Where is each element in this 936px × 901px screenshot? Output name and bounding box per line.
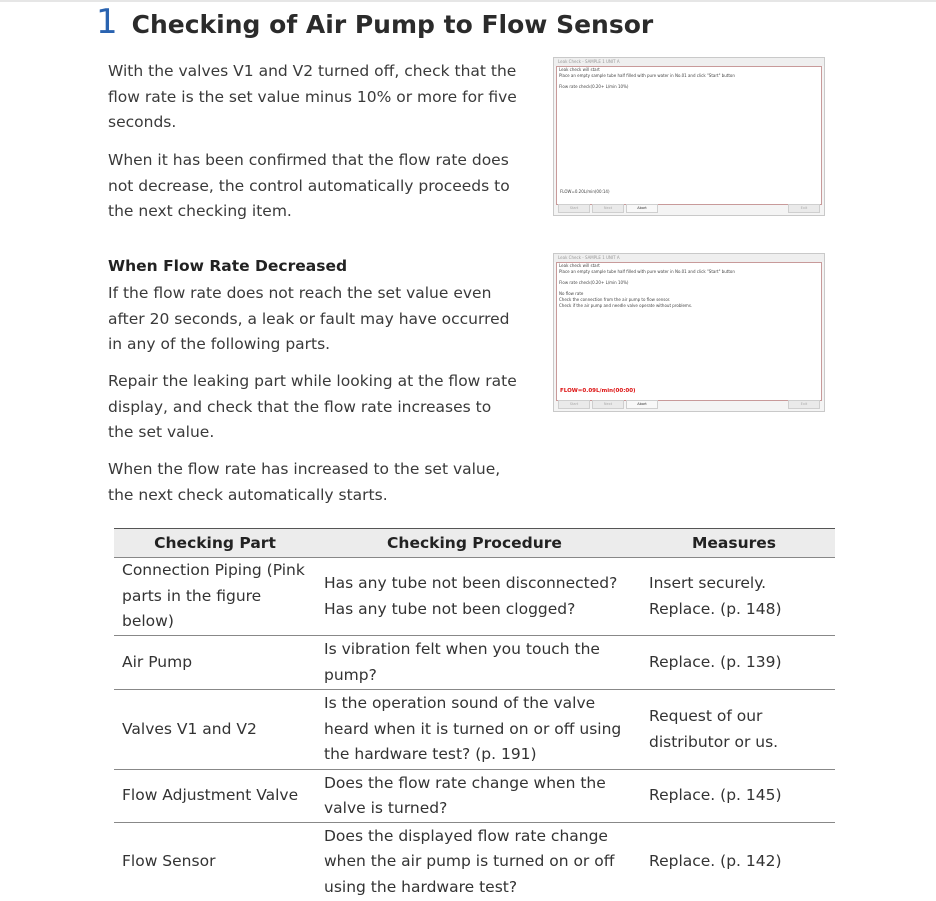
next-button[interactable]: Next <box>592 400 624 409</box>
leak-check-screenshot-1 <box>553 57 825 216</box>
flow-readout: FLOW=0.20L/min(00:14) <box>560 189 610 194</box>
message-line: Check if the air pump and needle valve operate without problems. <box>559 303 693 308</box>
table-header-row <box>114 529 835 558</box>
section-title: Checking of Air Pump to Flow Sensor <box>131 10 654 39</box>
cell-procedure: Has any tube not been disconnected? Has any tube not been clogged? <box>316 558 633 636</box>
abort-button[interactable]: Abort <box>626 400 658 409</box>
paragraph-3: If the flow rate does not reach the set value even after 20 seconds, a leak or fault may have occurred in any of the following parts. <box>108 284 510 353</box>
leak-check-screenshot-2 <box>553 253 825 412</box>
section-heading <box>96 2 653 42</box>
table-row <box>114 636 835 690</box>
paragraph-5: When the flow rate has increased to the set value, the next check automatically starts. <box>108 460 501 504</box>
paragraph-2: When it has been confirmed that the flow rate does not decrease, the control automatically proceeds to the next checking item. <box>108 151 510 220</box>
cell-measures: Insert securely. Replace. (p. 148) <box>633 558 835 636</box>
cell-measures: Replace. (p. 142) <box>649 852 782 870</box>
cell-procedure: Is vibration felt when you touch the pump? <box>316 636 633 690</box>
message-line: Flow rate check(0.20+ L/min 10%) <box>559 280 629 285</box>
subheading: When Flow Rate Decreased <box>108 257 348 275</box>
cell-procedure: Is the operation sound of the valve heard when it is turned on or off using the hardware test? (p. 191) <box>316 690 633 770</box>
cell-measures: Replace. (p. 139) <box>633 636 835 690</box>
table-row <box>114 823 835 901</box>
cell-part: Flow Adjustment Valve <box>114 770 316 823</box>
screenshot-title: Leak Check - SAMPLE 1 UNIT A <box>554 254 824 262</box>
table-row <box>114 690 835 770</box>
message-line: No flow rate <box>559 291 584 296</box>
cell-part: Connection Piping (Pink parts in the figure below) <box>114 558 316 636</box>
cell-procedure: Does the displayed flow rate change when the air pump is turned on or off using the hardware test? <box>324 826 615 896</box>
paragraph-1: With the valves V1 and V2 turned off, check that the flow rate is the set value minus 10% or more for five seconds. <box>108 62 517 131</box>
cell-part: Valves V1 and V2 <box>114 690 316 770</box>
start-button[interactable]: Start <box>558 204 590 213</box>
message-line: Leak check will start <box>559 263 600 268</box>
table-row <box>114 770 835 823</box>
message-line: Leak check will start <box>559 67 600 72</box>
start-button[interactable]: Start <box>558 400 590 409</box>
cell-measures: Request of our distributor or us. <box>633 690 835 770</box>
checking-table <box>114 528 835 901</box>
message-line: Check the connection from the air pump to flow sensor. <box>559 297 671 302</box>
header-checking-part: Checking Part <box>114 529 316 558</box>
header-measures: Measures <box>633 529 835 558</box>
cell-part: Flow Sensor <box>122 852 216 870</box>
message-line: Place an empty sample tube half filled with pure water in No.01 and click "Start" button <box>559 269 735 274</box>
abort-button[interactable]: Abort <box>626 204 658 213</box>
exit-button[interactable]: Exit <box>788 400 820 409</box>
section-number: 1 <box>96 2 118 42</box>
header-checking-procedure: Checking Procedure <box>316 529 633 558</box>
message-pane <box>556 262 822 401</box>
exit-button[interactable]: Exit <box>788 204 820 213</box>
next-button[interactable]: Next <box>592 204 624 213</box>
cell-measures: Replace. (p. 145) <box>633 770 835 823</box>
cell-part: Air Pump <box>114 636 316 690</box>
flow-readout: FLOW=0.09L/min(00:00) <box>560 388 636 394</box>
cell-procedure: Does the flow rate change when the valve is turned? <box>316 770 633 823</box>
table-row <box>114 558 835 636</box>
message-pane <box>556 66 822 205</box>
screenshot-title: Leak Check - SAMPLE 1 UNIT A <box>554 58 824 66</box>
paragraph-4: Repair the leaking part while looking at the flow rate display, and check that the flow rate increases to the set value. <box>108 372 517 441</box>
message-line: Place an empty sample tube half filled with pure water in No.01 and click "Start" button <box>559 73 735 78</box>
message-line: Flow rate check(0.20+ L/min 10%) <box>559 84 629 89</box>
